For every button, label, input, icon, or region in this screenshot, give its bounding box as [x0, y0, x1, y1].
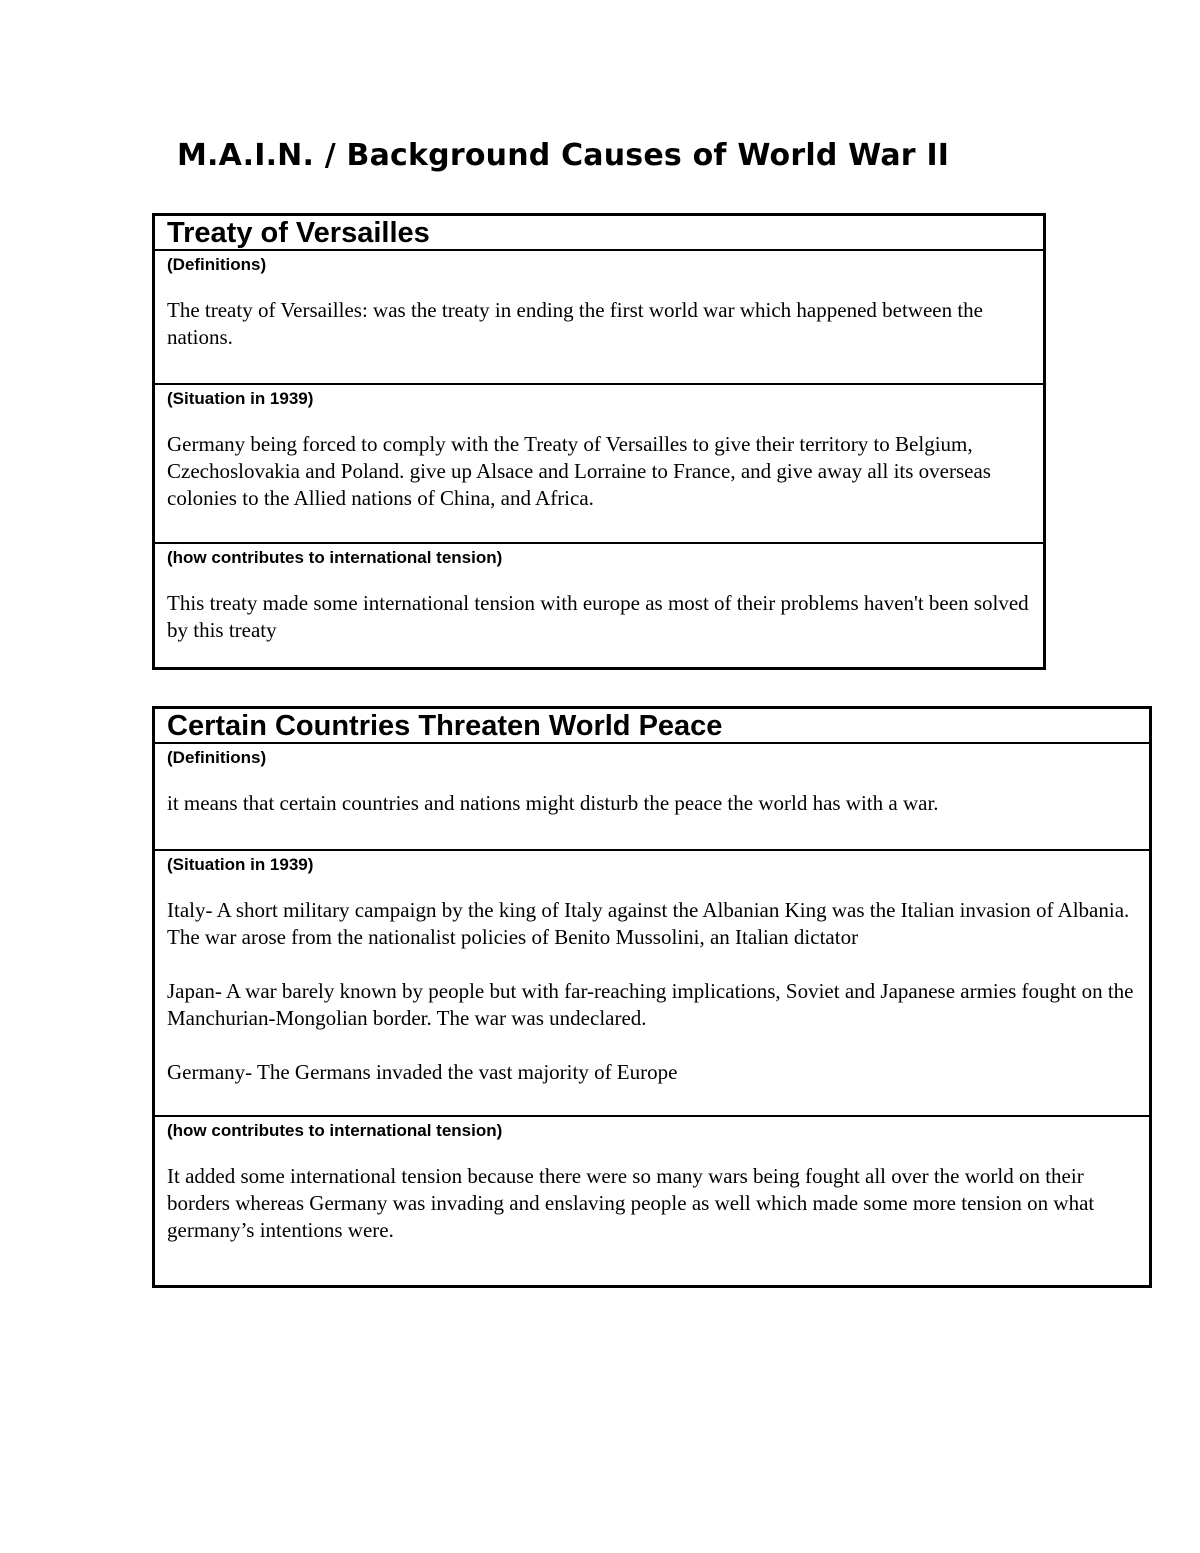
section-heading: Treaty of Versailles: [155, 216, 1043, 251]
row-label: (Situation in 1939): [167, 855, 314, 874]
row-label: (Definitions): [167, 748, 267, 767]
row-text: Germany- The Germans invaded the vast majority of Europe: [167, 1060, 678, 1084]
section-table-treaty-of-versailles: [152, 213, 1046, 670]
situation-row: [155, 849, 1149, 1115]
definitions-row: [155, 251, 1043, 383]
row-label: (how contributes to international tension): [167, 1121, 503, 1140]
section-heading: Certain Countries Threaten World Peace: [155, 709, 1149, 744]
row-text: Italy- A short military campaign by the king of Italy against the Albanian King was the Italian invasion of Albania. The war arose from the nationalist policies of Benito Mussolini, an Italian dictator: [167, 898, 1130, 949]
row-label: (Definitions): [167, 255, 267, 274]
row-label: (how contributes to international tension): [167, 548, 503, 567]
row-text: This treaty made some international tension with europe as most of their problems haven't been solved by this treaty: [167, 591, 1029, 642]
definitions-row: [155, 744, 1149, 849]
section-table-certain-countries: [152, 706, 1152, 1288]
tension-row: [155, 1115, 1149, 1285]
row-text: The treaty of Versailles: was the treaty in ending the first world war which happened between the nations.: [167, 298, 984, 349]
row-text: it means that certain countries and nations might disturb the peace the world has with a war.: [167, 791, 939, 815]
situation-row: [155, 383, 1043, 542]
row-text: Japan- A war barely known by people but with far-reaching implications, Soviet and Japanese armies fought on the Manchurian-Mongolian border. The war was undeclared.: [167, 979, 1134, 1030]
row-label: (Situation in 1939): [167, 389, 314, 408]
row-text: It added some international tension because there were so many wars being fought all over the world on their borders whereas Germany was invading and enslaving people as well which made some more tension on what germany’s intentions were.: [167, 1164, 1095, 1242]
row-text: Germany being forced to comply with the Treaty of Versailles to give their territory to Belgium, Czechoslovakia and Poland. give up Alsace and Lorraine to France, and give away all its overseas colonies to the Allied nations of China, and Africa.: [167, 432, 991, 510]
page-title: M.A.I.N. / Background Causes of World War II: [177, 138, 950, 173]
tension-row: [155, 542, 1043, 667]
